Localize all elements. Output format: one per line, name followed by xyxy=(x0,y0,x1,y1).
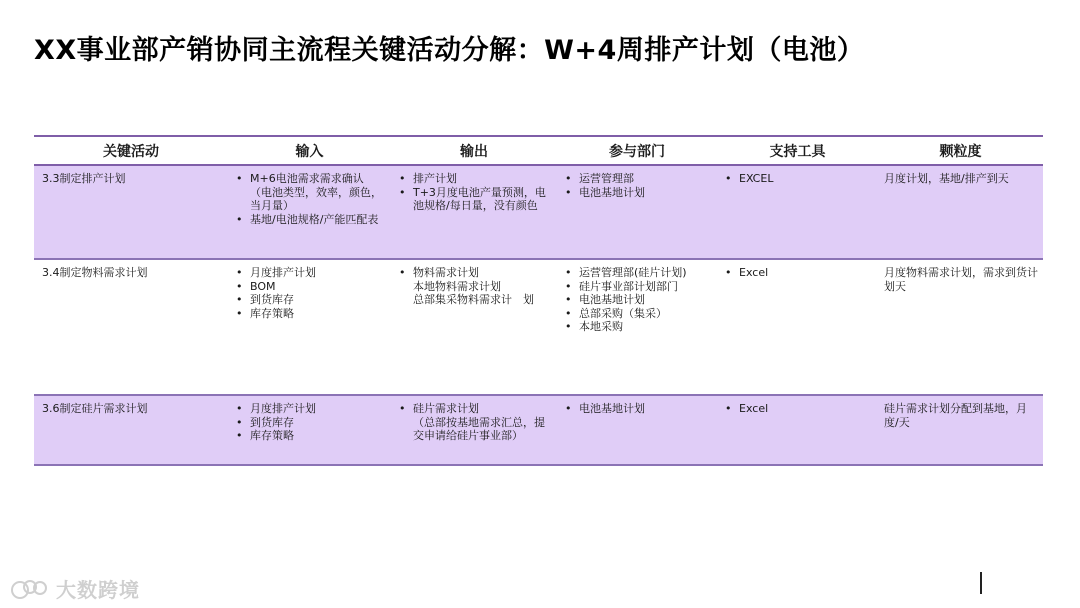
input-list xyxy=(234,172,387,226)
list-item xyxy=(397,402,553,443)
tool-cell xyxy=(717,395,878,465)
department-cell xyxy=(557,259,717,395)
list-item xyxy=(234,293,387,307)
department-item-text: 电池基地计划 xyxy=(579,185,645,199)
department-item-text: 电池基地计划 xyxy=(579,402,645,415)
list-item xyxy=(397,266,553,307)
list-item xyxy=(723,172,874,186)
list-item xyxy=(234,402,387,416)
input-cell xyxy=(228,395,391,465)
output-item-text: 排产计划 xyxy=(413,172,457,185)
table-row xyxy=(34,165,1043,259)
input-item-text: BOM xyxy=(250,279,276,293)
input-list xyxy=(234,402,387,443)
header-granularity: 颗粒度 xyxy=(878,136,1043,165)
activity-cell: 3.6制定硅片需求计划 xyxy=(34,395,228,465)
table-row xyxy=(34,259,1043,395)
department-item-text: 电池基地计划 xyxy=(579,293,645,306)
output-list xyxy=(397,266,553,307)
header-tools: 支持工具 xyxy=(717,136,878,165)
department-list xyxy=(563,266,713,334)
department-item-text: 运营管理部(硅片计划) xyxy=(579,266,687,279)
input-list xyxy=(234,266,387,320)
header-activity: 关键活动 xyxy=(34,136,228,165)
list-item xyxy=(563,307,713,321)
list-item xyxy=(723,266,874,280)
input-item-text: 到货库存 xyxy=(250,415,294,429)
output-item-text: 硅片需求计划 xyxy=(413,402,479,415)
granularity-cell: 硅片需求计划分配到基地，月度/天 xyxy=(878,395,1043,465)
department-item-text: 总部采购（集采） xyxy=(579,306,667,320)
output-cell xyxy=(391,165,557,259)
list-item xyxy=(234,266,387,280)
activity-cell: 3.3制定排产计划 xyxy=(34,165,228,259)
list-item xyxy=(397,186,553,213)
input-cell xyxy=(228,259,391,395)
tool-list xyxy=(723,172,874,186)
input-item-text: 月度排产计划 xyxy=(250,402,316,415)
list-item xyxy=(563,280,713,294)
tool-list xyxy=(723,266,874,280)
granularity-cell: 月度计划，基地/排产到天 xyxy=(878,165,1043,259)
tool-item-text: Excel xyxy=(739,402,769,415)
tool-list xyxy=(723,402,874,416)
table-row xyxy=(34,395,1043,465)
input-item-detail: （电池类型，效率，颜色，当月量） xyxy=(250,185,382,212)
list-item xyxy=(234,280,387,294)
department-item-text: 运营管理部 xyxy=(579,172,634,185)
input-item-text: 库存策略 xyxy=(250,429,294,442)
department-item-text: 本地采购 xyxy=(579,320,623,333)
header-input: 输入 xyxy=(228,136,391,165)
list-item xyxy=(234,416,387,430)
watermark-text: 大数跨境 xyxy=(56,578,140,602)
table-header-row xyxy=(34,136,1043,165)
output-list xyxy=(397,402,553,443)
department-list xyxy=(563,172,713,199)
list-item xyxy=(563,402,713,416)
slide-divider xyxy=(980,572,982,594)
department-cell xyxy=(557,395,717,465)
list-item xyxy=(563,186,713,200)
input-cell xyxy=(228,165,391,259)
activity-cell: 3.4制定物料需求计划 xyxy=(42,266,148,279)
granularity-cell: 月度物料需求计划，需求到货计划天 xyxy=(884,266,1038,293)
input-item-text: 基地/电池规格/产能匹配表 xyxy=(250,212,379,226)
input-item-text: 月度排产计划 xyxy=(250,266,316,279)
wechat-logo-icon xyxy=(10,577,50,601)
input-item-text: 到货库存 xyxy=(250,293,294,306)
header-output: 输出 xyxy=(391,136,557,165)
list-item xyxy=(397,172,553,186)
list-item xyxy=(563,266,713,280)
input-item-text: M+6电池需求需求确认 xyxy=(250,172,364,185)
list-item xyxy=(723,402,874,416)
activity-table xyxy=(34,135,1043,466)
header-departments: 参与部门 xyxy=(557,136,717,165)
list-item xyxy=(234,213,387,227)
output-item-detail: 本地物料需求计划 总部集采物料需求计 划 xyxy=(413,279,534,306)
watermark xyxy=(10,574,140,603)
output-cell xyxy=(391,395,557,465)
output-item-detail: （总部按基地需求汇总，提交申请给硅片事业部） xyxy=(413,415,545,442)
tool-item-text: EXCEL xyxy=(739,172,774,185)
department-item-text: 硅片事业部计划部门 xyxy=(579,279,678,293)
tool-cell xyxy=(717,259,878,395)
tool-cell xyxy=(717,165,878,259)
output-item-text: T+3月度电池产量预测，电池规格/每日量，没有颜色 xyxy=(413,185,546,212)
list-item xyxy=(563,172,713,186)
tool-item-text: Excel xyxy=(739,266,769,279)
department-list xyxy=(563,402,713,416)
output-cell xyxy=(391,259,557,395)
output-item-text: 物料需求计划 xyxy=(413,266,479,279)
list-item xyxy=(234,307,387,321)
output-list xyxy=(397,172,553,213)
list-item xyxy=(234,429,387,443)
input-item-text: 库存策略 xyxy=(250,306,294,320)
department-cell xyxy=(557,165,717,259)
page-title: XX事业部产销协同主流程关键活动分解：W+4周排产计划（电池） xyxy=(34,35,865,66)
list-item xyxy=(563,293,713,307)
list-item xyxy=(234,172,387,213)
list-item xyxy=(563,320,713,334)
